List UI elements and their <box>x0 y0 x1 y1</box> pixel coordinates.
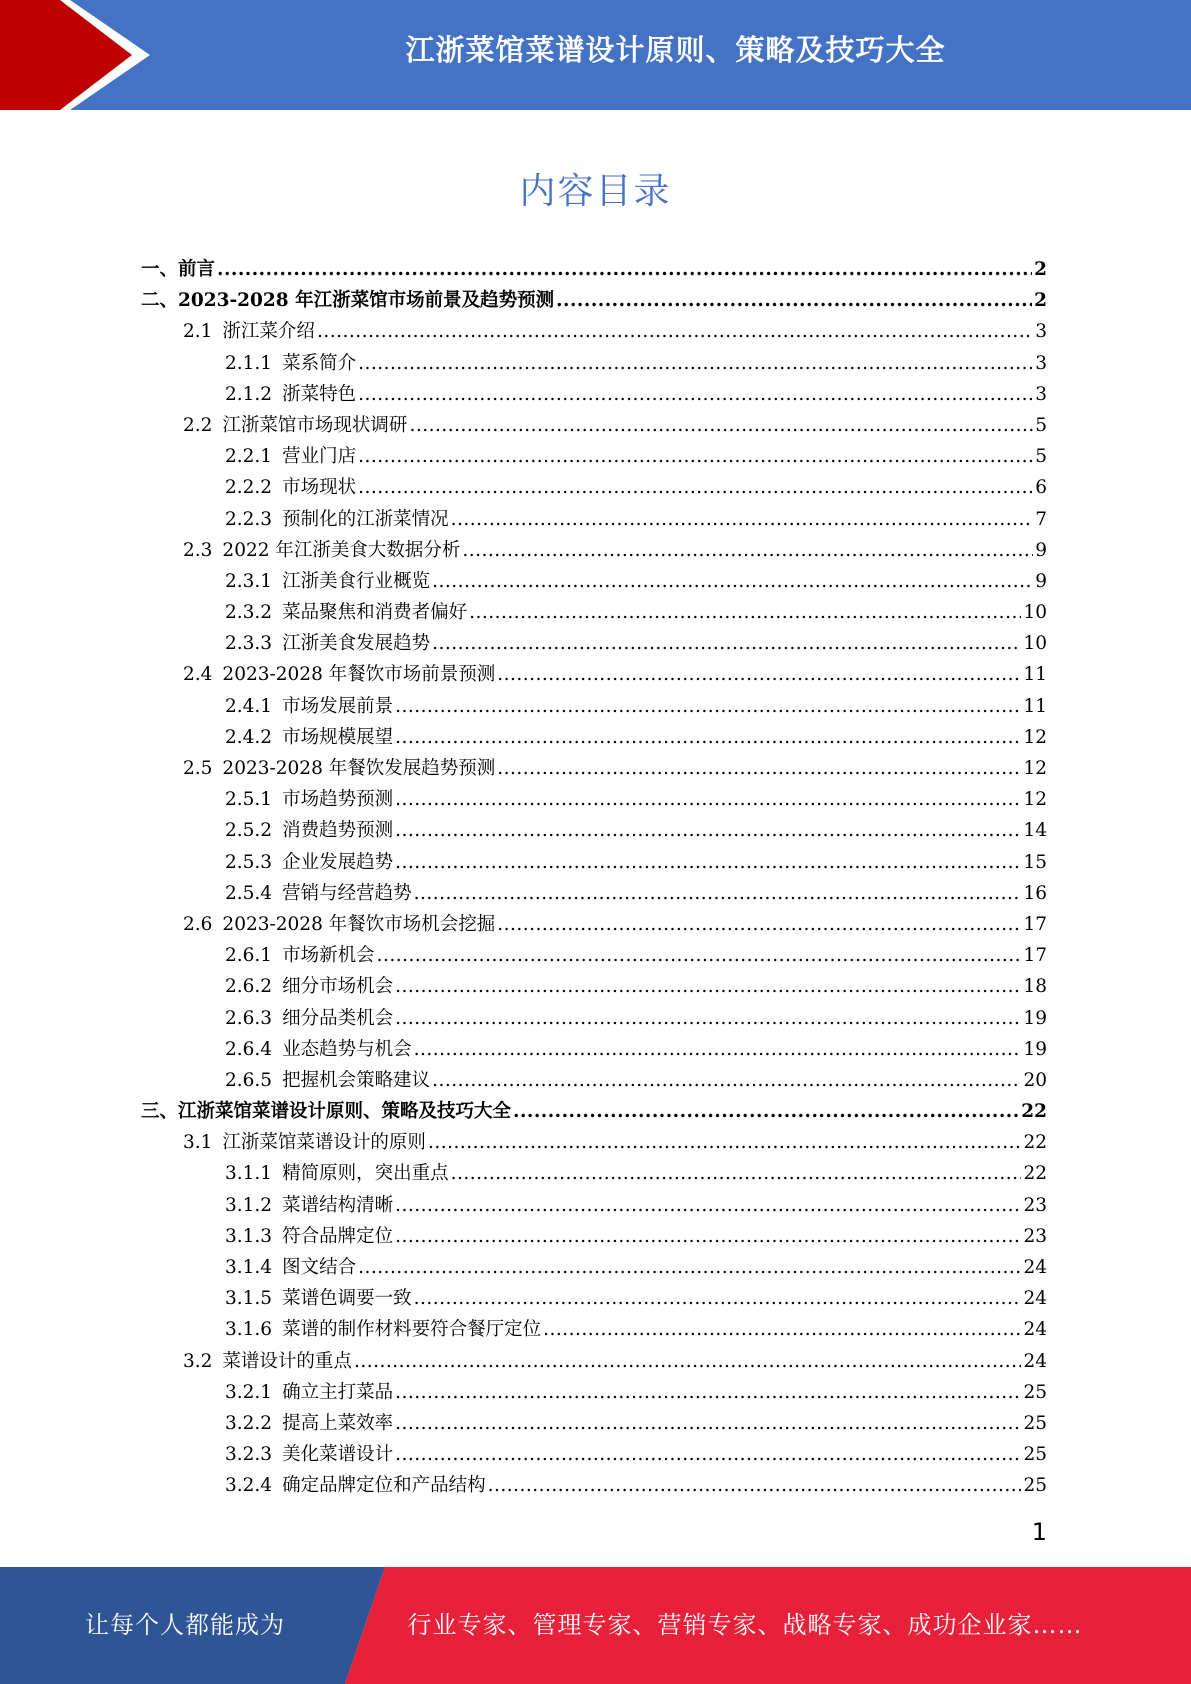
toc-entry[interactable] <box>141 879 1047 910</box>
toc-dot-leader <box>556 290 1032 311</box>
toc-entry-title: 浙菜特色 <box>282 383 357 405</box>
toc-entry[interactable] <box>141 1128 1047 1159</box>
toc-entry-number: 3.2 <box>183 1350 213 1372</box>
toc-entry[interactable] <box>141 1222 1047 1253</box>
toc-dot-leader <box>543 1319 1021 1340</box>
toc-entry-title: 消费趋势预测 <box>282 820 394 842</box>
toc-entry-number: 2.4.1 <box>225 695 273 717</box>
toc-entry-page: 3 <box>1035 321 1047 343</box>
toc-entry[interactable] <box>141 349 1047 380</box>
toc-entry-title: 营业门店 <box>282 446 357 468</box>
toc-entry-page: 25 <box>1023 1381 1047 1403</box>
toc-entry-page: 17 <box>1023 913 1047 935</box>
toc-entry-title: 细分市场机会 <box>282 976 394 998</box>
toc-entry-title: 菜谱结构清晰 <box>282 1194 394 1216</box>
toc-entry-number: 2.6.3 <box>225 1007 273 1029</box>
toc-entry[interactable] <box>141 1035 1047 1066</box>
toc-entry-title: 预制化的江浙菜情况 <box>282 508 449 530</box>
toc-entry-page: 22 <box>1023 1163 1047 1185</box>
toc-entry-number: 2.2.1 <box>225 446 273 468</box>
toc-entry-number: 2.1 <box>183 321 213 343</box>
toc-entry-number: 2.6.1 <box>225 945 273 967</box>
toc-entry-page: 7 <box>1035 508 1047 530</box>
toc-dot-leader <box>395 820 1021 841</box>
toc-entry-page: 9 <box>1035 570 1047 592</box>
toc-entry-page: 19 <box>1023 1038 1047 1060</box>
toc-entry[interactable] <box>141 692 1047 723</box>
toc-entry-number: 2.4 <box>183 664 213 686</box>
toc-entry-title: 确立主打菜品 <box>282 1381 394 1403</box>
toc-dot-leader <box>409 415 1033 436</box>
toc-entry[interactable] <box>141 1315 1047 1346</box>
toc-entry-number: 3.1 <box>183 1132 213 1154</box>
table-of-contents <box>141 255 1047 1503</box>
toc-entry-page: 2 <box>1034 259 1047 280</box>
toc-entry[interactable] <box>141 1253 1047 1284</box>
toc-entry-title: 符合品牌定位 <box>282 1225 394 1247</box>
toc-dot-leader <box>395 1413 1021 1434</box>
toc-entry-number: 3.1.6 <box>225 1319 273 1341</box>
toc-heading: 内容目录 <box>519 171 672 212</box>
toc-dot-leader <box>497 914 1021 935</box>
toc-entry-page: 22 <box>1021 1101 1047 1123</box>
toc-entry-number: 2.6.2 <box>225 976 273 998</box>
toc-entry-number: 2.3.2 <box>225 602 273 624</box>
toc-entry-number: 2.2.3 <box>225 508 273 530</box>
toc-entry[interactable] <box>141 536 1047 567</box>
toc-entry[interactable] <box>141 660 1047 691</box>
toc-entry-page: 11 <box>1023 664 1047 686</box>
toc-entry-title: 细分品类机会 <box>282 1007 394 1029</box>
toc-entry[interactable] <box>141 629 1047 660</box>
toc-entry-title: 2023-2028 年餐饮市场前景预测 <box>222 664 496 686</box>
page-number: 1 <box>1031 1518 1047 1546</box>
toc-entry[interactable] <box>141 1066 1047 1097</box>
toc-entry-page: 24 <box>1023 1257 1047 1278</box>
toc-entry-page: 19 <box>1023 1007 1047 1029</box>
toc-entry-title: 菜谱色调要一致 <box>282 1288 412 1310</box>
toc-entry-number: 3.1.4 <box>225 1257 273 1278</box>
toc-entry-number: 3.1.3 <box>225 1225 273 1247</box>
toc-dot-leader <box>358 477 1033 498</box>
toc-entry-title: 营销与经营趋势 <box>282 882 412 904</box>
toc-dot-leader <box>414 883 1022 904</box>
toc-entry-title: 企业发展趋势 <box>282 851 394 873</box>
toc-entry-title: 市场现状 <box>282 477 357 499</box>
toc-entry[interactable] <box>141 754 1047 785</box>
toc-dot-leader <box>217 259 1032 280</box>
toc-entry[interactable] <box>141 785 1047 816</box>
toc-dot-leader <box>395 976 1021 997</box>
toc-dot-leader <box>354 1351 1022 1372</box>
toc-entry-number: 2.6.5 <box>225 1069 273 1091</box>
footer-slogan-left: 让每个人都能成为 <box>85 1611 285 1639</box>
toc-entry[interactable] <box>141 380 1047 411</box>
footer-slogan-right: 行业专家、管理专家、营销专家、战略专家、成功企业家…… <box>407 1611 1083 1639</box>
toc-entry-title: 图文结合 <box>282 1257 357 1278</box>
toc-entry-page: 3 <box>1035 383 1047 405</box>
toc-entry-title: 2022 年江浙美食大数据分析 <box>222 539 461 561</box>
toc-dot-leader <box>513 1101 1019 1122</box>
toc-entry-number: 2.5.2 <box>225 820 273 842</box>
toc-entry-page: 6 <box>1035 477 1047 499</box>
toc-entry[interactable] <box>141 910 1047 941</box>
toc-entry[interactable] <box>141 1471 1047 1502</box>
toc-entry[interactable] <box>141 723 1047 754</box>
toc-entry-page: 9 <box>1035 539 1047 561</box>
toc-dot-leader <box>395 852 1021 873</box>
toc-entry-title: 菜品聚焦和消费者偏好 <box>282 602 468 624</box>
toc-dot-leader <box>395 1195 1021 1216</box>
toc-entry[interactable] <box>141 317 1047 348</box>
toc-dot-leader <box>428 1132 1022 1153</box>
toc-dot-leader <box>395 789 1021 810</box>
toc-dot-leader <box>432 633 1021 654</box>
toc-entry[interactable] <box>141 1347 1047 1378</box>
toc-entry-number: 3.2.1 <box>225 1381 273 1403</box>
toc-dot-leader <box>451 1163 1022 1184</box>
toc-entry-page: 12 <box>1023 758 1047 779</box>
toc-entry-page: 14 <box>1023 820 1047 842</box>
toc-entry[interactable] <box>141 1378 1047 1409</box>
toc-entry[interactable] <box>141 941 1047 972</box>
toc-entry[interactable] <box>141 598 1047 629</box>
toc-entry-title: 一、前言 <box>141 259 216 280</box>
toc-entry[interactable] <box>141 567 1047 598</box>
toc-entry-title: 业态趋势与机会 <box>282 1038 412 1060</box>
toc-entry-number: 3.1.5 <box>225 1288 273 1310</box>
page-footer <box>0 1567 1191 1684</box>
toc-entry[interactable] <box>141 286 1047 317</box>
toc-entry-number: 3.2.2 <box>225 1412 273 1434</box>
toc-entry-page: 24 <box>1023 1350 1047 1372</box>
toc-entry-title: 菜谱设计的重点 <box>222 1350 352 1372</box>
toc-entry-title: 确定品牌定位和产品结构 <box>282 1475 486 1497</box>
toc-entry-number: 2.3.3 <box>225 633 273 655</box>
toc-entry-number: 2.5.3 <box>225 851 273 873</box>
toc-entry-page: 25 <box>1023 1444 1047 1466</box>
toc-entry[interactable] <box>141 255 1047 286</box>
toc-entry-title: 精简原则，突出重点 <box>282 1163 449 1185</box>
toc-entry[interactable] <box>141 442 1047 473</box>
toc-entry-page: 23 <box>1023 1194 1047 1216</box>
toc-entry-number: 2.2 <box>183 414 213 436</box>
toc-entry[interactable] <box>141 972 1047 1003</box>
toc-entry-page: 25 <box>1023 1475 1047 1497</box>
toc-entry-page: 2 <box>1034 290 1047 312</box>
toc-entry[interactable] <box>141 1097 1047 1128</box>
toc-entry-page: 11 <box>1023 695 1047 717</box>
toc-entry-number: 3.1.1 <box>225 1163 273 1185</box>
toc-dot-leader <box>395 1008 1021 1029</box>
toc-entry[interactable] <box>141 473 1047 504</box>
toc-entry-page: 12 <box>1023 726 1047 748</box>
toc-entry-page: 15 <box>1023 851 1047 873</box>
toc-entry-title: 美化菜谱设计 <box>282 1444 394 1466</box>
toc-entry-title: 2023-2028 年餐饮发展趋势预测 <box>222 758 496 779</box>
toc-entry-page: 5 <box>1035 414 1047 436</box>
toc-entry-number: 2.5.1 <box>225 789 273 811</box>
toc-entry-page: 5 <box>1035 446 1047 468</box>
toc-entry-number: 2.5 <box>183 758 213 779</box>
toc-entry[interactable] <box>141 1440 1047 1471</box>
toc-entry-page: 12 <box>1023 789 1047 811</box>
toc-entry[interactable] <box>141 505 1047 536</box>
toc-dot-leader <box>358 446 1033 467</box>
toc-dot-leader <box>497 758 1021 779</box>
toc-entry-page: 24 <box>1023 1288 1047 1310</box>
toc-entry-title: 三、江浙菜馆菜谱设计原则、策略及技巧大全 <box>141 1101 512 1123</box>
toc-dot-leader <box>414 1288 1022 1309</box>
toc-entry-page: 24 <box>1023 1319 1047 1341</box>
toc-entry-number: 3.1.2 <box>225 1194 273 1216</box>
toc-entry-page: 23 <box>1023 1225 1047 1247</box>
toc-entry[interactable] <box>141 1004 1047 1035</box>
toc-entry[interactable] <box>141 1191 1047 1222</box>
toc-dot-leader <box>317 321 1033 342</box>
toc-entry-number: 2.2.2 <box>225 477 273 499</box>
toc-entry-number: 2.6 <box>183 913 213 935</box>
toc-entry-number: 2.1.1 <box>225 352 273 374</box>
toc-entry-title: 二、2023-2028 年江浙菜馆市场前景及趋势预测 <box>141 290 555 312</box>
toc-entry-page: 20 <box>1023 1069 1047 1091</box>
toc-entry-title: 把握机会策略建议 <box>282 1069 431 1091</box>
toc-entry-title: 江浙美食行业概览 <box>282 570 431 592</box>
toc-dot-leader <box>469 602 1021 623</box>
toc-entry-title: 市场新机会 <box>282 945 375 967</box>
toc-entry[interactable] <box>141 1409 1047 1440</box>
toc-entry-number: 2.6.4 <box>225 1038 273 1060</box>
toc-entry-number: 3.2.4 <box>225 1475 273 1497</box>
toc-dot-leader <box>395 696 1021 717</box>
toc-entry-title: 市场发展前景 <box>282 695 394 717</box>
toc-entry[interactable] <box>141 1159 1047 1190</box>
toc-dot-leader <box>414 1039 1022 1060</box>
toc-dot-leader <box>395 1226 1021 1247</box>
toc-entry[interactable] <box>141 816 1047 847</box>
toc-entry-title: 2023-2028 年餐饮市场机会挖掘 <box>222 913 496 935</box>
toc-entry-title: 江浙菜馆菜谱设计的原则 <box>222 1132 426 1154</box>
toc-dot-leader <box>432 571 1033 592</box>
toc-dot-leader <box>358 1257 1021 1278</box>
toc-entry-title: 市场趋势预测 <box>282 789 394 811</box>
toc-entry-page: 16 <box>1023 882 1047 904</box>
toc-entry-page: 18 <box>1023 976 1047 998</box>
toc-dot-leader <box>358 384 1033 405</box>
toc-entry-title: 浙江菜介绍 <box>222 321 315 343</box>
page-header <box>0 0 1191 110</box>
toc-entry-page: 22 <box>1023 1132 1047 1154</box>
toc-entry-number: 2.5.4 <box>225 882 273 904</box>
toc-entry-number: 2.1.2 <box>225 383 273 405</box>
toc-entry-number: 2.3 <box>183 539 213 561</box>
toc-dot-leader <box>395 727 1021 748</box>
toc-entry-page: 10 <box>1023 633 1047 655</box>
toc-entry-number: 2.3.1 <box>225 570 273 592</box>
toc-dot-leader <box>432 1070 1021 1091</box>
toc-dot-leader <box>358 353 1033 374</box>
toc-dot-leader <box>462 540 1033 561</box>
toc-entry-title: 江浙美食发展趋势 <box>282 633 431 655</box>
toc-dot-leader <box>395 1382 1021 1403</box>
toc-entry-page: 17 <box>1023 945 1047 967</box>
toc-entry-number: 3.2.3 <box>225 1444 273 1466</box>
toc-entry-page: 25 <box>1023 1412 1047 1434</box>
toc-entry-title: 提高上菜效率 <box>282 1412 394 1434</box>
toc-dot-leader <box>488 1475 1022 1496</box>
toc-entry[interactable] <box>141 848 1047 879</box>
toc-dot-leader <box>395 1444 1021 1465</box>
toc-entry[interactable] <box>141 1284 1047 1315</box>
toc-dot-leader <box>451 509 1034 530</box>
toc-entry-title: 江浙菜馆市场现状调研 <box>222 414 408 436</box>
toc-entry-title: 菜系简介 <box>282 352 357 374</box>
toc-dot-leader <box>377 945 1022 966</box>
toc-entry-page: 3 <box>1035 352 1047 374</box>
toc-entry-title: 市场规模展望 <box>282 726 394 748</box>
toc-dot-leader <box>497 664 1021 685</box>
toc-entry-title: 菜谱的制作材料要符合餐厅定位 <box>282 1319 542 1341</box>
toc-entry-page: 10 <box>1023 602 1047 624</box>
toc-entry-number: 2.4.2 <box>225 726 273 748</box>
header-title: 江浙菜馆菜谱设计原则、策略及技巧大全 <box>405 33 946 67</box>
toc-entry[interactable] <box>141 411 1047 442</box>
